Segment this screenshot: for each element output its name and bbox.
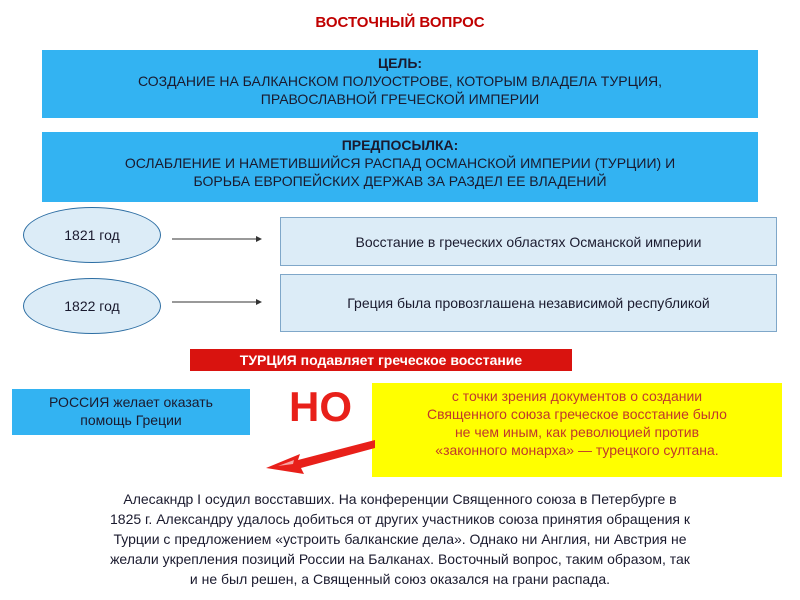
goal-line-2: ПРАВОСЛАВНОЙ ГРЕЧЕСКОЙ ИМПЕРИИ bbox=[260, 91, 540, 107]
conclusion-line-4: желали укрепления позиций России на Балканах. Восточный вопрос, таким образом, так bbox=[110, 551, 690, 567]
conclusion-line-3: Турции с предложением «устроить балканские дела». Однако ни Англия, ни Австрия не bbox=[113, 531, 687, 547]
russia-line-2: помощь Греции bbox=[80, 412, 182, 428]
turkey-note: ТУРЦИЯ подавляет греческое восстание bbox=[190, 349, 572, 371]
year-1822-label: 1822 год bbox=[64, 298, 120, 314]
year-1821-oval bbox=[23, 207, 161, 263]
goal-box bbox=[42, 50, 758, 118]
goal-label: ЦЕЛЬ: bbox=[377, 55, 423, 71]
conclusion-line-2: 1825 г. Александру удалось добиться от других участников союза принятия обращения к bbox=[110, 511, 690, 527]
conclusion-text bbox=[20, 489, 780, 589]
holy-alliance-box bbox=[372, 383, 782, 477]
goal-line-1: СОЗДАНИЕ НА БАЛКАНСКОМ ПОЛУОСТРОВЕ, КОТОРЫМ ВЛАДЕЛА ТУРЦИЯ, bbox=[137, 73, 663, 89]
premise-line-2: БОРЬБА ЕВРОПЕЙСКИХ ДЕРЖАВ ЗА РАЗДЕЛ ЕЕ ВЛАДЕНИЙ bbox=[193, 173, 607, 189]
event-1821-box bbox=[280, 217, 777, 266]
russia-line-1: РОССИЯ желает оказать bbox=[49, 394, 213, 410]
event-1821-text: Восстание в греческих областях Османской империи bbox=[355, 233, 702, 250]
russia-box bbox=[12, 389, 250, 435]
big-red-arrow-icon bbox=[262, 438, 377, 478]
but-label: НО bbox=[289, 383, 352, 430]
premise-line-1: ОСЛАБЛЕНИЕ И НАМЕТИВШИЙСЯ РАСПАД ОСМАНСКОЙ ИМПЕРИИ (ТУРЦИИ) И bbox=[124, 155, 676, 171]
arrow-1821-icon bbox=[172, 234, 262, 244]
holy-alliance-line-1: с точки зрения документов о создании bbox=[451, 388, 703, 404]
holy-alliance-line-3: не чем иным, как революцией против bbox=[454, 424, 700, 440]
event-1822-text: Греция была провозглашена независимой республикой bbox=[347, 295, 710, 311]
premise-box bbox=[42, 132, 758, 202]
year-1821-label: 1821 год bbox=[64, 227, 120, 243]
holy-alliance-line-4: «законного монарха» — турецкого султана. bbox=[435, 442, 719, 458]
arrow-1822-icon bbox=[172, 297, 262, 307]
holy-alliance-line-2: Священного союза греческое восстание было bbox=[427, 406, 727, 422]
premise-label: ПРЕДПОСЫЛКА: bbox=[341, 137, 459, 153]
conclusion-line-5: и не был решен, а Священный союз оказался на грани распада. bbox=[189, 571, 611, 587]
year-1822-oval bbox=[23, 278, 161, 334]
conclusion-line-1: Алесакндр I осудил восставших. На конференции Священного союза в Петербурге в bbox=[123, 491, 677, 507]
page-title: ВОСТОЧНЫЙ ВОПРОС bbox=[315, 14, 485, 31]
event-1822-box bbox=[280, 274, 777, 332]
